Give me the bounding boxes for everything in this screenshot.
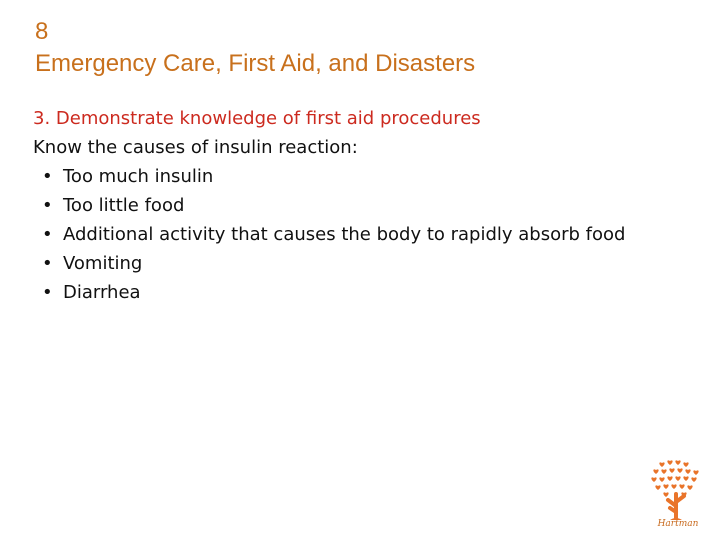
list-item (33, 191, 713, 220)
bullet-icon: • (42, 224, 53, 245)
logo-heart (691, 477, 696, 482)
chapter-number: 8 (35, 18, 49, 45)
logo-heart (675, 476, 680, 481)
section-subheading: 3. Demonstrate knowledge of first aid procedures (33, 108, 481, 129)
logo-heart (659, 477, 664, 482)
logo-heart (671, 484, 676, 489)
list-item-text: Additional activity that causes the body to rapidly absorb food (63, 224, 626, 245)
logo-heart (659, 462, 664, 467)
list-item-text: Too little food (63, 195, 185, 216)
logo-heart (679, 484, 684, 489)
logo-heart (661, 469, 666, 474)
slide-title-block (35, 16, 475, 80)
logo-heart (663, 484, 668, 489)
list-item (33, 249, 713, 278)
logo-heart (663, 492, 668, 497)
chapter-title: Emergency Care, First Aid, and Disasters (35, 50, 476, 77)
logo-text: Hartman (657, 519, 699, 529)
bullet-icon: • (42, 166, 53, 187)
intro-text: Know the causes of insulin reaction: (33, 137, 358, 158)
logo-heart (685, 469, 690, 474)
list-item (33, 162, 713, 191)
list-item-text: Too much insulin (63, 166, 214, 187)
bullet-icon: • (42, 253, 53, 274)
logo-heart (687, 485, 692, 490)
logo-heart (675, 460, 680, 465)
logo-heart (677, 468, 682, 473)
list-item-text: Diarrhea (63, 282, 141, 303)
list-item (33, 278, 713, 307)
logo-heart (667, 460, 672, 465)
bullet-list (33, 162, 713, 307)
logo-heart (653, 469, 658, 474)
logo-heart (669, 468, 674, 473)
slide-content (33, 104, 713, 307)
logo-heart (655, 485, 660, 490)
logo-heart (651, 477, 656, 482)
logo-heart (693, 470, 698, 475)
logo-heart (683, 462, 688, 467)
logo-heart (667, 476, 672, 481)
logo-heart (683, 476, 688, 481)
bullet-icon: • (42, 282, 53, 303)
list-item-text: Vomiting (63, 253, 143, 274)
list-item (33, 220, 713, 249)
bullet-icon: • (42, 195, 53, 216)
